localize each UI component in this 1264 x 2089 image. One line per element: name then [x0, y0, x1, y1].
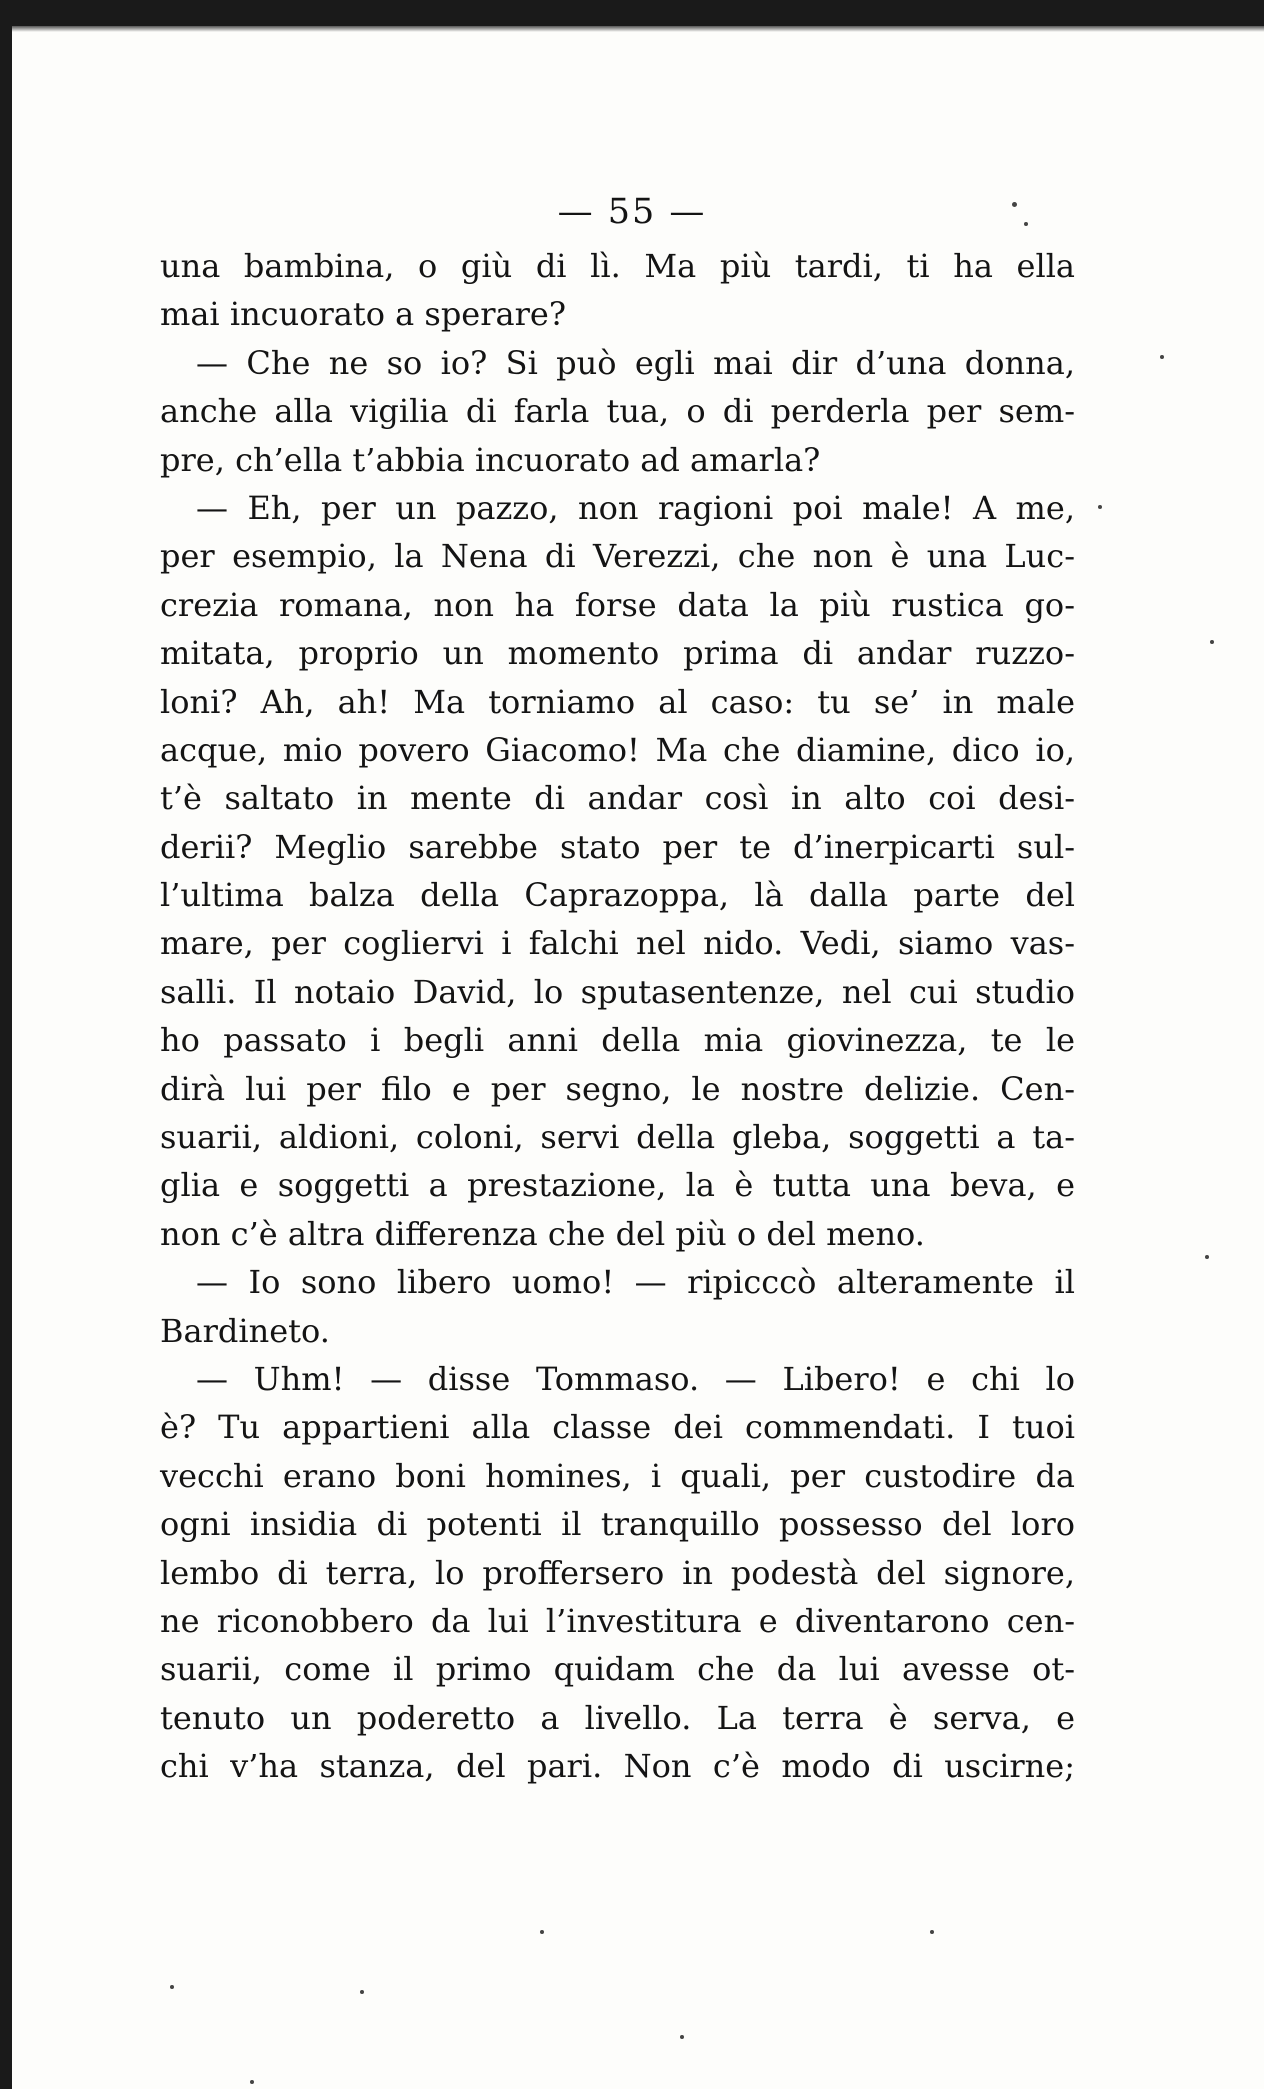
scan-top-border: [0, 0, 1264, 26]
text-line: lembo di terra, lo profferserο in podestà del signore,: [160, 1553, 1075, 1592]
scan-speck: [1098, 505, 1102, 509]
text-line: derii? Meglio sarebbe stato per te d’inerpicarti sul-: [160, 827, 1075, 866]
text-line: una bambina, o giù di lì. Ma più tardi, ti ha ella: [160, 247, 1075, 285]
scan-speck: [1024, 222, 1028, 226]
text-line: l’ultima balza della Caprazoppa, là dalla parte del: [160, 876, 1075, 915]
text-line: vecchi erano boni homines, i quali, per custodire da: [160, 1456, 1075, 1495]
text-line: anche alla vigilia di farla tua, o di perderla per sem-: [160, 392, 1075, 431]
text-line: acque, mio povero Giacomo! Ma che diamine, dico io,: [160, 730, 1075, 769]
text-line: non c’è altra differenza che del più o del meno.: [160, 1214, 925, 1253]
scan-top-shadow: [0, 26, 1264, 32]
text-line: t’è saltato in mente di andar così in alto coi desi-: [160, 779, 1075, 818]
text-line: — Io sono libero uomo! — ripicccò alteramente il: [196, 1263, 1075, 1302]
scan-speck: [1210, 640, 1214, 644]
text-line: è? Tu appartieni alla classe dei commendati. I tuoi: [160, 1408, 1075, 1447]
text-line: ne riconobbero da lui l’investitura e diventarono cen-: [160, 1601, 1075, 1640]
text-line: loni? Ah, ah! Ma torniamo al caso: tu se’ in male: [160, 682, 1075, 721]
text-line: — Che ne so io? Si può egli mai dir d’una donna,: [196, 343, 1075, 382]
text-line: suarii, come il primo quidam che da lui avesse ot-: [160, 1650, 1075, 1689]
text-line: ogni insidia di potenti il tranquillo possesso del loro: [160, 1505, 1075, 1544]
text-line: chi v’ha stanza, del pari. Non c’è modo di uscirne;: [160, 1747, 1075, 1786]
text-line: — Eh, per un pazzo, non ragioni poi male! A me,: [196, 488, 1075, 527]
scan-speck: [1012, 202, 1017, 207]
scan-speck: [170, 1985, 174, 1989]
scan-speck: [360, 1990, 364, 1994]
scan-left-border: [0, 0, 12, 2089]
text-line: suarii, aldioni, coloni, servi della gleba, soggetti a ta-: [160, 1118, 1075, 1157]
text-line: per esempio, la Nena di Verezzi, che non è una Luc-: [160, 537, 1075, 576]
text-line: mitata, proprio un momento prima di andar ruzzo-: [160, 634, 1075, 673]
text-line: salli. Il notaio David, lo sputasentenze, nel cui studio: [160, 972, 1075, 1011]
text-line: mare, per cogliervi i falchi nel nido. Vedi, siamo vas-: [160, 924, 1075, 963]
text-line: pre, ch’ella t’abbia incuorato ad amarla?: [160, 440, 821, 479]
text-line: glia e soggetti a prestazione, la è tutta una beva, e: [160, 1166, 1075, 1205]
text-line: crezia romana, non ha forse data la più rustica go-: [160, 585, 1075, 624]
scan-speck: [540, 1930, 544, 1934]
text-line: dirà lui per filo e per segno, le nostre delizie. Cen-: [160, 1069, 1075, 1108]
page-number: — 55 —: [557, 192, 707, 232]
page-text: [160, 242, 1075, 1791]
scan-speck: [1160, 355, 1164, 359]
scan-speck: [680, 2035, 684, 2039]
scan-speck: [250, 2080, 254, 2084]
text-line: Bardineto.: [160, 1311, 330, 1350]
text-line: — Uhm! — disse Tommaso. — Libero! e chi lo: [196, 1359, 1075, 1398]
text-line: mai incuorato a sperare?: [160, 295, 566, 334]
text-line: tenuto un poderetto a livello. La terra è serva, e: [160, 1698, 1075, 1737]
scan-speck: [1205, 1255, 1209, 1259]
text-line: ho passato i begli anni della mia giovinezza, te le: [160, 1021, 1075, 1060]
scan-speck: [930, 1930, 934, 1934]
